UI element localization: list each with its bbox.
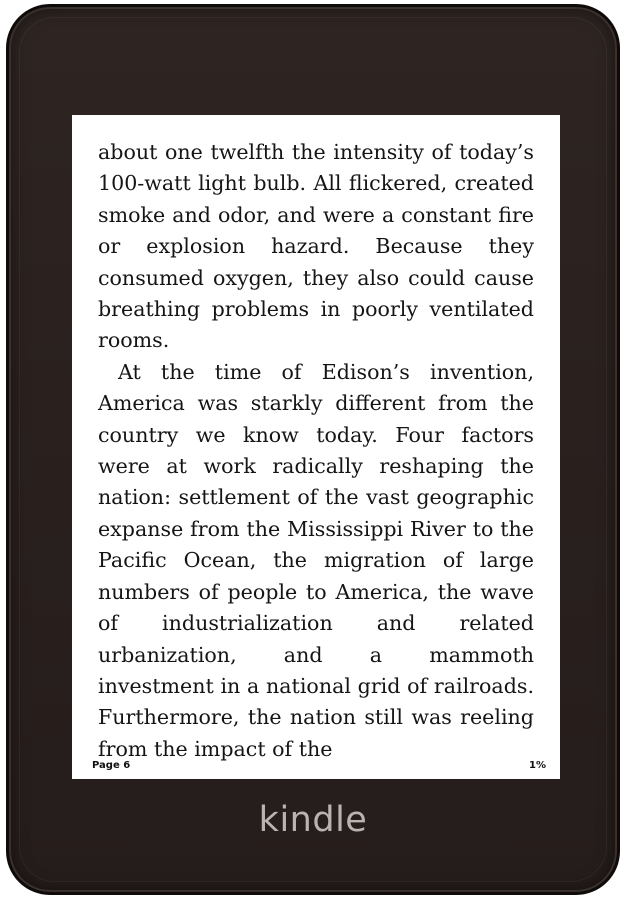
- reading-progress[interactable]: 1%: [529, 760, 546, 771]
- reading-screen[interactable]: [72, 115, 560, 779]
- kindle-logo: kindle: [258, 800, 368, 840]
- reading-footer: [92, 760, 546, 771]
- paragraph-continued: about one twelfth the intensity of today’s 100-watt light bulb. All flickered, created smoke and odor, and were a constant fire or explosion hazard. Because they consumed oxygen, they also could cause breathing problems in poorly ventilated rooms.: [98, 140, 534, 353]
- paragraph-edison: At the time of Edison’s invention, America was starkly different from the country we know today. Four factors were at work radically reshaping the nation: settlement of the vast geographic expanse from the Mississippi River to the Pacific Ocean, the migration of large numbers of people to America, the wave of industrialization and related urbanization, and a mammoth investment in a national grid of railroads. Furthermore, the nation still was reeling from the impact of the: [98, 359, 534, 761]
- page-number[interactable]: Page 6: [92, 760, 131, 771]
- kindle-device: [6, 4, 620, 895]
- book-text: [98, 137, 534, 765]
